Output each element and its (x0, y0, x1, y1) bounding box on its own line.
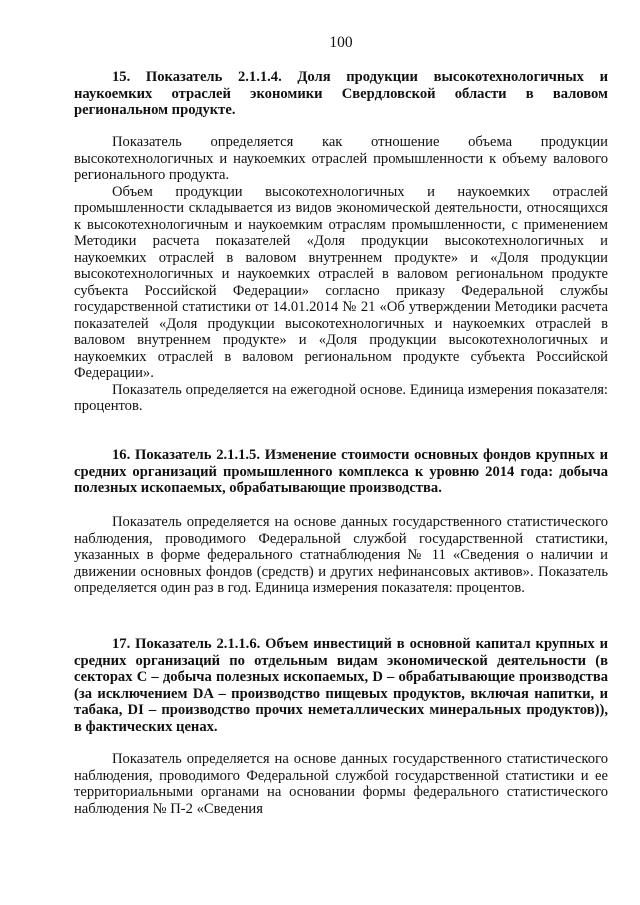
paragraph: Объем продукции высокотехнологичных и наукоемких отраслей промышленности складывается из видов экономической деятельности, относящихся к высокотехнологичным и наукоемким отраслям промышленности, с применением Методики расчета показателей «Доля продукции высокотехнологичных и наукоемких отраслей в валовом внутреннем продукте» и «Доля продукции высокотехнологичных и наукоемких отраслей в валовом региональном продукте субъекта Российской Федерации» согласно приказу Федеральной службы государственной статистики от 14.01.2014 № 21 «Об утверждении Методики расчета показателей «Доля продукции высокотехнологичных и наукоемких отраслей в валовом внутреннем продукте» и «Доля продукции высокотехнологичных и наукоемких отраслей в валовом региональном продукте субъекта Российской Федерации». (74, 183, 608, 381)
section-15-body (74, 134, 608, 415)
section-16-heading: 16. Показатель 2.1.1.5. Изменение стоимости основных фондов крупных и средних организаций промышленного комплекса к уровню 2014 года: добыча полезных ископаемых, обрабатывающие производства. (74, 447, 608, 496)
section-17-body (74, 751, 608, 817)
section-15-heading: 15. Показатель 2.1.1.4. Доля продукции высокотехнологичных и наукоемких отраслей экономики Свердловской области в валовом региональном продукте. (74, 69, 608, 118)
section-17-heading: 17. Показатель 2.1.1.6. Объем инвестиций в основной капитал крупных и средних организаций по отдельным видам экономической деятельности (в секторах C – добыча полезных ископаемых, D – обрабатывающие производства (за исключением DA – производство пищевых продуктов, включая напитки, и табака, DI – производство прочих неметаллических минеральных продуктов)), в фактических ценах. (74, 636, 608, 735)
page-number: 100 (329, 34, 353, 51)
paragraph: Показатель определяется как отношение объема продукции высокотехнологичных и наукоемких отраслей промышленности к объему валового регионального продукта. (74, 134, 608, 183)
paragraph: Показатель определяется на основе данных государственного статистического наблюдения, проводимого Федеральной службой государственной статистики и ее территориальными органами на основании формы федерального статистического наблюдения № П-2 «Сведения (74, 751, 608, 817)
paragraph: Показатель определяется на основе данных государственного статистического наблюдения, проводимого Федеральной службой государственной статистики, указанных в форме федерального статнаблюдения № 11 «Сведения о наличии и движении основных фондов (средств) и других нефинансовых активов». Показатель определяется один раз в год. Единица измерения показателя: процентов. (74, 514, 608, 596)
section-16-body (74, 514, 608, 597)
paragraph: Показатель определяется на ежегодной основе. Единица измерения показателя: процентов. (74, 381, 608, 414)
